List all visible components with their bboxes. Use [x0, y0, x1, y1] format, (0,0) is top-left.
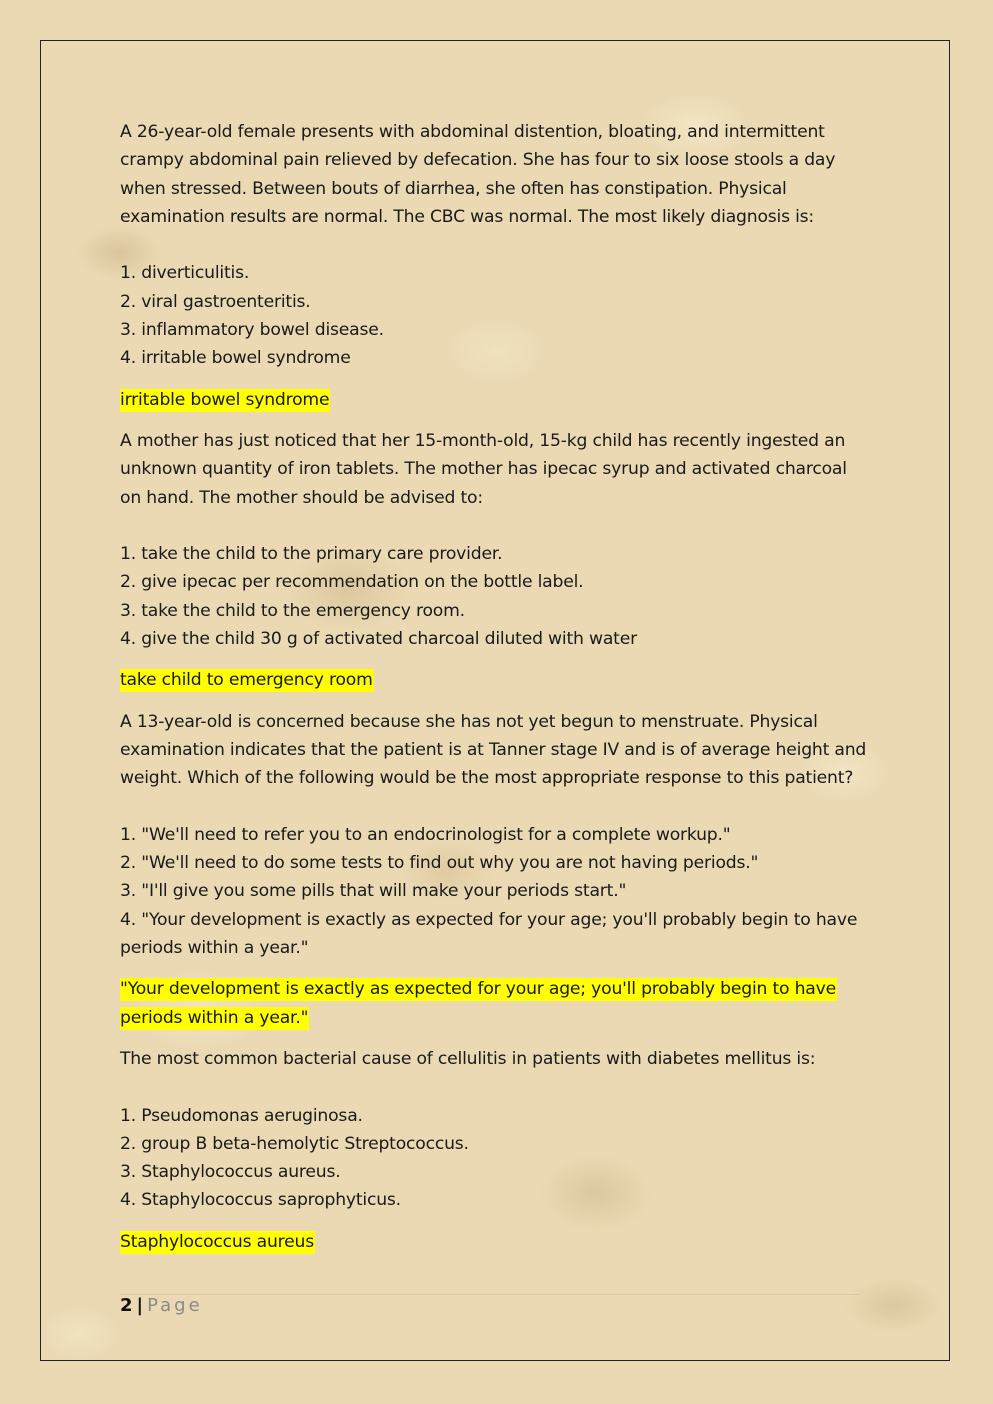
page-footer	[120, 1294, 860, 1316]
answer-text: "Your development is exactly as expected for your age; you'll probably begin to have periods within a year."	[120, 979, 836, 1028]
option-item: 2. "We'll need to do some tests to find out why you are not having periods."	[120, 853, 759, 874]
document-body	[120, 118, 870, 1269]
option-item: 4. "Your development is exactly as expected for your age; you'll probably begin to have periods within a year."	[120, 909, 858, 959]
option-item: 1. take the child to the primary care provider.	[120, 544, 503, 565]
question-block	[120, 427, 870, 695]
option-item: 2. give ipecac per recommendation on the bottle label.	[120, 572, 584, 593]
answer-highlight	[120, 975, 870, 1032]
options-list	[120, 1102, 870, 1215]
option-item: 3. inflammatory bowel disease.	[120, 320, 384, 341]
question-block	[120, 1045, 870, 1256]
answer-text: Staphylococcus aureus	[120, 1231, 314, 1252]
question-stem: A 13-year-old is concerned because she has not yet begun to menstruate. Physical examination indicates that the patient is at Tanner stage IV and is of average height and weight. Which of the following would be the most appropriate response to this patient?	[120, 711, 867, 789]
option-item: 3. Staphylococcus aureus.	[120, 1162, 341, 1183]
answer-text: irritable bowel syndrome	[120, 389, 330, 410]
question-block	[120, 118, 870, 414]
question-stem: A mother has just noticed that her 15-month-old, 15-kg child has recently ingested an unknown quantity of iron tablets. The mother has ipecac syrup and activated charcoal on hand. The mother should be advised to:	[120, 430, 847, 508]
option-item: 3. "I'll give you some pills that will make your periods start."	[120, 881, 627, 902]
option-item: 2. group B beta-hemolytic Streptococcus.	[120, 1133, 469, 1154]
option-item: 4. Staphylococcus saprophyticus.	[120, 1190, 401, 1211]
answer-highlight	[120, 1228, 870, 1256]
option-item: 2. viral gastroenteritis.	[120, 291, 311, 312]
option-item: 1. diverticulitis.	[120, 263, 250, 284]
question-block	[120, 708, 870, 1032]
option-item: 4. irritable bowel syndrome	[120, 348, 351, 369]
options-list	[120, 259, 870, 372]
option-item: 3. take the child to the emergency room.	[120, 600, 465, 621]
answer-highlight	[120, 386, 870, 414]
option-item: 1. "We'll need to refer you to an endocrinologist for a complete workup."	[120, 824, 731, 845]
question-stem: The most common bacterial cause of cellulitis in patients with diabetes mellitus is:	[120, 1048, 816, 1069]
option-item: 1. Pseudomonas aeruginosa.	[120, 1105, 363, 1126]
option-item: 4. give the child 30 g of activated charcoal diluted with water	[120, 629, 637, 650]
page-number: 2	[120, 1295, 133, 1316]
page-label: Page	[147, 1295, 203, 1316]
page-separator: |	[136, 1295, 144, 1316]
options-list	[120, 540, 870, 653]
answer-highlight	[120, 666, 870, 694]
options-list	[120, 821, 870, 962]
question-stem: A 26-year-old female presents with abdominal distention, bloating, and intermittent crampy abdominal pain relieved by defecation. She has four to six loose stools a day when stressed. Between bouts of diarrhea, she often has constipation. Physical examination results are normal. The CBC was normal. The most likely diagnosis is:	[120, 122, 836, 227]
answer-text: take child to emergency room	[120, 670, 373, 691]
